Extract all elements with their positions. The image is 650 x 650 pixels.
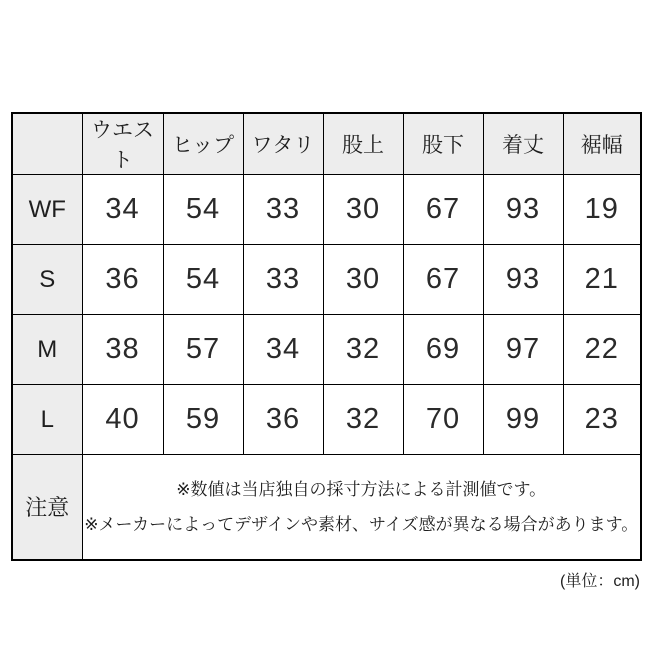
note-row bbox=[12, 455, 641, 560]
cell-s-rise: 30 bbox=[323, 245, 403, 315]
corner-cell bbox=[12, 113, 82, 175]
note-cell bbox=[82, 455, 641, 560]
row-header-m: M bbox=[12, 315, 82, 385]
row-header-l: L bbox=[12, 385, 82, 455]
cell-s-length: 93 bbox=[483, 245, 563, 315]
cell-l-length: 99 bbox=[483, 385, 563, 455]
col-header-hem-width: 裾幅 bbox=[563, 113, 641, 175]
col-header-length: 着丈 bbox=[483, 113, 563, 175]
cell-wf-waist: 34 bbox=[82, 175, 163, 245]
cell-l-rise: 32 bbox=[323, 385, 403, 455]
col-header-rise: 股上 bbox=[323, 113, 403, 175]
table-row-m bbox=[12, 315, 641, 385]
cell-s-waist: 36 bbox=[82, 245, 163, 315]
note-line-manufacturer: ※メーカーによってデザインや素材、サイズ感が異なる場合があります。 bbox=[84, 514, 639, 534]
cell-m-hem: 22 bbox=[563, 315, 641, 385]
cell-m-length: 97 bbox=[483, 315, 563, 385]
size-chart bbox=[11, 112, 640, 591]
cell-wf-rise: 30 bbox=[323, 175, 403, 245]
cell-l-inseam: 70 bbox=[403, 385, 483, 455]
table-row-s bbox=[12, 245, 641, 315]
cell-m-rise: 32 bbox=[323, 315, 403, 385]
col-header-inseam: 股下 bbox=[403, 113, 483, 175]
unit-label: (単位：cm) bbox=[560, 572, 640, 590]
size-chart-table bbox=[11, 112, 642, 561]
cell-wf-length: 93 bbox=[483, 175, 563, 245]
cell-wf-inseam: 67 bbox=[403, 175, 483, 245]
cell-m-waist: 38 bbox=[82, 315, 163, 385]
cell-wf-thigh: 33 bbox=[243, 175, 323, 245]
row-header-note: 注意 bbox=[12, 455, 82, 560]
cell-m-thigh: 34 bbox=[243, 315, 323, 385]
col-header-thigh: ワタリ bbox=[243, 113, 323, 175]
col-header-hip: ヒップ bbox=[163, 113, 243, 175]
cell-l-waist: 40 bbox=[82, 385, 163, 455]
note-line-measurement: ※数値は当店独自の採寸方法による計測値です。 bbox=[176, 479, 547, 499]
cell-m-hip: 57 bbox=[163, 315, 243, 385]
table-row-l bbox=[12, 385, 641, 455]
header-row bbox=[12, 113, 641, 175]
cell-s-thigh: 33 bbox=[243, 245, 323, 315]
cell-l-thigh: 36 bbox=[243, 385, 323, 455]
cell-wf-hem: 19 bbox=[563, 175, 641, 245]
cell-l-hem: 23 bbox=[563, 385, 641, 455]
cell-s-inseam: 67 bbox=[403, 245, 483, 315]
table-row-wf bbox=[12, 175, 641, 245]
cell-l-hip: 59 bbox=[163, 385, 243, 455]
col-header-waist: ウエスト bbox=[82, 113, 163, 175]
cell-wf-hip: 54 bbox=[163, 175, 243, 245]
row-header-wf: WF bbox=[12, 175, 82, 245]
row-header-s: S bbox=[12, 245, 82, 315]
cell-m-inseam: 69 bbox=[403, 315, 483, 385]
cell-s-hem: 21 bbox=[563, 245, 641, 315]
cell-s-hip: 54 bbox=[163, 245, 243, 315]
